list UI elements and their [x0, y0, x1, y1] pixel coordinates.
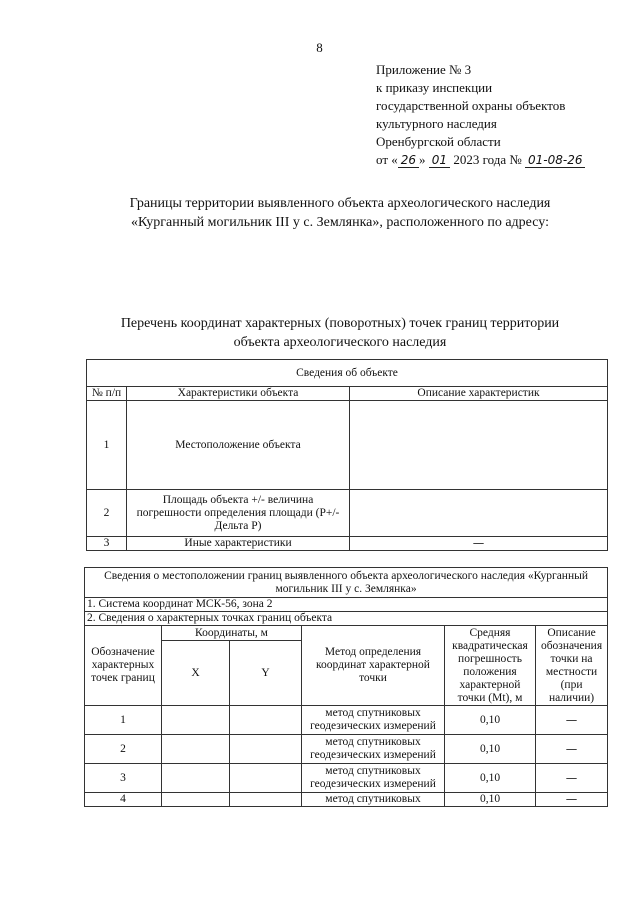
header-description: Описание характеристик	[350, 387, 608, 401]
coordinates-list-heading	[40, 314, 639, 352]
appendix-line: Оренбургской области	[376, 134, 501, 149]
row-desc	[350, 490, 608, 537]
row-desc: —	[350, 537, 608, 551]
table-row	[87, 537, 608, 551]
date-month: 01	[429, 153, 450, 168]
appendix-date-line	[376, 151, 585, 169]
heading-line: Перечень координат характерных (поворотных) точек границ территории	[120, 316, 560, 331]
cell-error: 0,10	[445, 706, 536, 735]
cell-y	[230, 706, 302, 735]
cell-point: 3	[85, 764, 162, 793]
cell-x	[162, 706, 230, 735]
header-y: Y	[230, 641, 302, 706]
table-row	[87, 401, 608, 490]
row-num: 1	[87, 401, 127, 490]
cell-error: 0,10	[445, 735, 536, 764]
table-row	[85, 764, 608, 793]
cell-y	[230, 793, 302, 807]
table-row	[85, 706, 608, 735]
row-num: 3	[87, 537, 127, 551]
row-name: Иные характеристики	[127, 537, 350, 551]
boundary-points-table	[84, 567, 608, 807]
appendix-line: к приказу инспекции	[376, 80, 493, 95]
object-info-table	[86, 359, 608, 551]
cell-y	[230, 735, 302, 764]
page-number: 8	[316, 40, 323, 55]
cell-x	[162, 735, 230, 764]
cell-error: 0,10	[445, 764, 536, 793]
appendix-line: культурного наследия	[376, 116, 497, 131]
appendix-line: государственной охраны объектов	[376, 98, 566, 113]
table-row	[85, 793, 608, 807]
cell-method: метод спутниковых геодезических измерений	[302, 764, 445, 793]
cell-description: —	[536, 735, 608, 764]
heading-line: объекта археологического наследия	[233, 335, 447, 350]
header-description: Описание обозначения точки на местности (при наличии)	[536, 626, 608, 706]
row-name: Местоположение объекта	[127, 401, 350, 490]
header-num: № п/п	[87, 387, 127, 401]
borders-heading	[40, 194, 639, 232]
table-row	[87, 490, 608, 537]
cell-method: метод спутниковых	[302, 793, 445, 807]
cell-description: —	[536, 793, 608, 807]
table-row	[85, 735, 608, 764]
cell-method: метод спутниковых геодезических измерений	[302, 735, 445, 764]
appendix-line: Приложение № 3	[376, 62, 472, 77]
cell-point: 4	[85, 793, 162, 807]
header-error: Средняя квадратическая погрешность положения характерной точки (Mt), м	[445, 626, 536, 706]
cell-x	[162, 793, 230, 807]
header-x: X	[162, 641, 230, 706]
cell-description: —	[536, 706, 608, 735]
cell-error: 0,10	[445, 793, 536, 807]
row-name: Площадь объекта +/- величина погрешности определения площади (P+/- Дельта P)	[127, 490, 350, 537]
header-point: Обозначение характерных точек границ	[85, 626, 162, 706]
cell-point: 1	[85, 706, 162, 735]
cell-x	[162, 764, 230, 793]
date-prefix: от «	[376, 152, 398, 167]
header-coordinates: Координаты, м	[162, 626, 302, 641]
date-year: 2023 года №	[453, 152, 522, 167]
row-desc	[350, 401, 608, 490]
row-num: 2	[87, 490, 127, 537]
appendix-block	[376, 61, 585, 169]
heading-line: «Курганный могильник III у с. Землянка», расположенного по адресу:	[131, 215, 549, 230]
heading-line: Границы территории выявленного объекта археологического наследия	[129, 196, 551, 211]
section-points: 2. Сведения о характерных точках границ объекта	[85, 612, 608, 626]
order-number: 01-08-26	[525, 153, 585, 168]
cell-description: —	[536, 764, 608, 793]
cell-y	[230, 764, 302, 793]
table-title: Сведения об объекте	[87, 360, 608, 387]
date-day: 26	[398, 153, 419, 168]
header-characteristic: Характеристики объекта	[127, 387, 350, 401]
cell-method: метод спутниковых геодезических измерений	[302, 706, 445, 735]
header-method: Метод определения координат характерной точки	[302, 626, 445, 706]
cell-point: 2	[85, 735, 162, 764]
date-mid: »	[419, 152, 426, 167]
section-coordinate-system: 1. Система координат МСК-56, зона 2	[85, 598, 608, 612]
table-title: Сведения о местоположении границ выявленного объекта археологического наследия «Курганный могильник III у с. Землянка»	[85, 568, 608, 598]
